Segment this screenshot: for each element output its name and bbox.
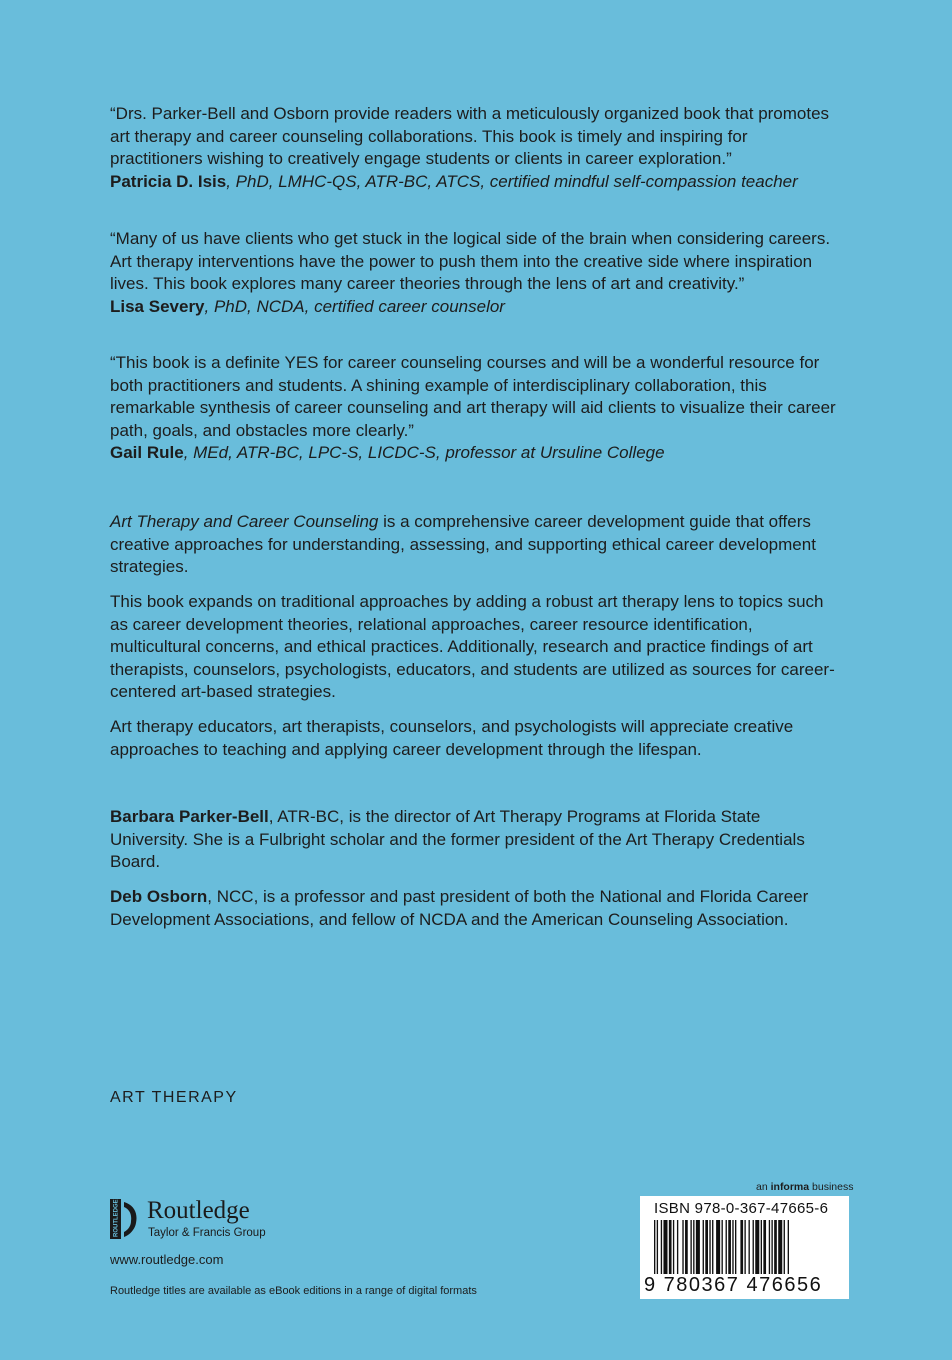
informa-brand: informa	[770, 1181, 810, 1193]
barcode-bar	[661, 1220, 662, 1274]
author-1-bio: , ATR-BC, is the director of Art Therapy Programs at Florida State University. She is a Fulbright scholar and the former president of the Art Therapy Credentials Board.	[110, 807, 805, 872]
barcode-bar	[761, 1220, 762, 1274]
barcode-bar	[744, 1220, 745, 1274]
endorsement-1-credentials: , PhD, LMHC-QS, ATR-BC, ATCS, certified mindful self-compassion teacher	[226, 171, 798, 191]
subject-category: ART THERAPY	[110, 1089, 238, 1106]
endorsement-2	[110, 228, 840, 318]
barcode-bar	[774, 1220, 777, 1274]
publisher-name: Routledge	[147, 1197, 250, 1224]
barcode-bar	[749, 1220, 750, 1274]
author-bio-2	[110, 886, 830, 931]
endorsement-2-attribution	[110, 296, 840, 319]
endorsement-1-text: “Drs. Parker-Bell and Osborn provide readers with a meticulously organized book that promotes art therapy and career counseling collaborations. This book is timely and inspiring for practitioners wishing to creatively engage students or clients in career exploration.”	[110, 104, 830, 169]
barcode-bar	[677, 1220, 678, 1274]
barcode-bar	[705, 1220, 708, 1274]
endorsement-3-credentials: , MEd, ATR-BC, LPC-S, LICDC-S, professor at Ursuline College	[183, 443, 665, 463]
barcode-bar	[763, 1220, 766, 1274]
endorsement-1-name: Patricia D. Isis	[110, 171, 227, 191]
ebook-note: Routledge titles are available as eBook editions in a range of digital formats	[110, 1285, 477, 1297]
barcode-bar	[669, 1220, 672, 1274]
isbn-barcode	[640, 1196, 849, 1299]
endorsement-1	[110, 103, 840, 193]
barcode-bar	[732, 1220, 733, 1274]
barcode-bar	[703, 1220, 704, 1274]
author-1-name: Barbara Parker-Bell	[110, 807, 269, 826]
barcode-bar	[663, 1220, 667, 1274]
endorsement-3-text: “This book is a definite YES for career counseling courses and will be a wonderful resource for both practitioners and students. A shining example of interdisciplinary collaboration, this remarkable synthesis of career counseling and art therapy will aid clients to visualize their career path, goals, and obstacles more clearly.”	[110, 353, 836, 440]
book-title: Art Therapy and Career Counseling	[110, 512, 379, 531]
barcode-bar	[784, 1220, 785, 1274]
isbn-label: ISBN 978-0-367-47665-6	[654, 1200, 829, 1217]
barcode-bar	[654, 1220, 655, 1274]
author-2-name: Deb Osborn	[110, 887, 208, 906]
barcode-bar	[788, 1220, 789, 1274]
routledge-logo-icon	[110, 1199, 140, 1239]
description-paragraph-2	[110, 591, 845, 704]
informa-business-label	[756, 1181, 853, 1193]
barcode-bar	[769, 1220, 770, 1274]
publisher-website: www.routledge.com	[110, 1252, 224, 1267]
barcode-bar	[735, 1220, 736, 1274]
barcode-bar	[778, 1220, 782, 1274]
author-2-bio: , NCC, is a professor and past president of both the National and Florida Career Development Associations, and fellow of NCDA and the American Counseling Association.	[110, 887, 809, 929]
barcode-bar	[728, 1220, 731, 1274]
routledge-logo	[110, 1197, 310, 1243]
informa-suffix: business	[809, 1181, 854, 1193]
description-p2-text: This book expands on traditional approaches by adding a robust art therapy lens to topics such as career development theories, relational approaches, career resource identification, multicultural concerns, and ethical practices. Additionally, research and practice findings of art therapists, counselors, psychologists, educators, and students are utilized as sources for career-centered art-based strategies.	[110, 592, 835, 702]
barcode-digits: 9 780367 476656	[644, 1274, 823, 1296]
description-p3-text: Art therapy educators, art therapists, counselors, and psychologists will appreciate creative approaches to teaching and applying career development through the lifespan.	[110, 717, 794, 759]
barcode-bars	[648, 1220, 842, 1278]
endorsement-2-name: Lisa Severy	[110, 296, 205, 316]
endorsement-2-credentials: , PhD, NCDA, certified career counselor	[204, 296, 505, 316]
barcode-bar	[771, 1220, 772, 1274]
barcode-bar	[712, 1220, 713, 1274]
description-paragraph-1	[110, 511, 845, 579]
informa-prefix: an	[756, 1181, 771, 1193]
barcode-bar	[740, 1220, 743, 1274]
description-p1-text: is a comprehensive career development guide that offers creative approaches for understanding, assessing, and supporting ethical career development strategies.	[110, 512, 816, 577]
barcode-bar	[722, 1220, 723, 1274]
barcode-bar	[753, 1220, 754, 1274]
barcode-bar	[693, 1220, 694, 1274]
barcode-bar	[657, 1220, 658, 1274]
routledge-logo-vertical-text: ROUTLEDGE	[113, 1199, 120, 1237]
endorsement-3-attribution	[110, 442, 840, 465]
endorsement-1-attribution	[110, 171, 840, 194]
barcode-bar	[709, 1220, 710, 1274]
author-bio-1	[110, 806, 830, 874]
barcode-bar	[755, 1220, 759, 1274]
endorsement-3-name: Gail Rule	[110, 443, 184, 463]
description-paragraph-3	[110, 716, 845, 761]
endorsement-3	[110, 352, 840, 465]
barcode-bar	[726, 1220, 727, 1274]
publisher-group: Taylor & Francis Group	[148, 1227, 266, 1239]
barcode-bar	[685, 1220, 688, 1274]
barcode-bar	[673, 1220, 674, 1274]
barcode-bar	[696, 1220, 700, 1274]
barcode-bar	[690, 1220, 691, 1274]
endorsement-2-text: “Many of us have clients who get stuck in the logical side of the brain when considering careers. Art therapy interventions have the power to push them into the creative side where inspiration lives. This book explores many career theories through the lens of art and creativity.”	[110, 229, 831, 294]
barcode-bar	[682, 1220, 683, 1274]
barcode-bar	[716, 1220, 720, 1274]
